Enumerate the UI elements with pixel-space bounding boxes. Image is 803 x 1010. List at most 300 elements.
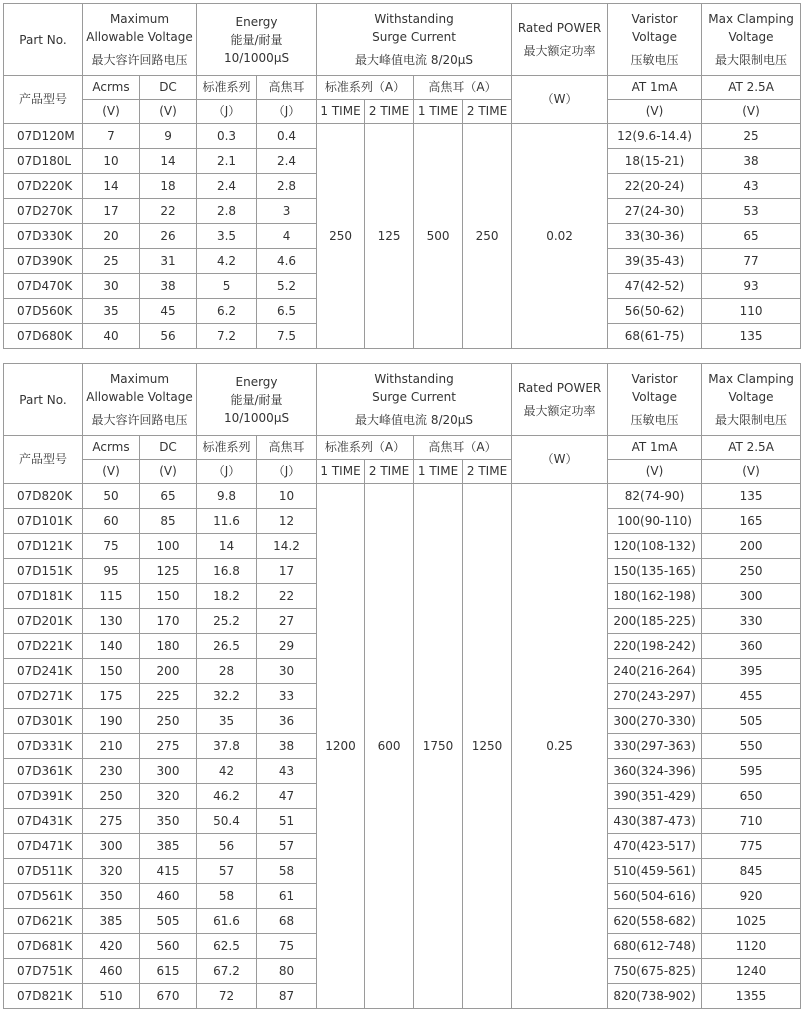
clamp-voltage-value: 135 <box>702 484 801 509</box>
part-number: 07D221K <box>4 634 83 659</box>
surge-high-2time: 250 <box>463 124 512 349</box>
acrms-value: 10 <box>83 149 140 174</box>
dc-value: 460 <box>140 884 197 909</box>
acrms-value: 250 <box>83 784 140 809</box>
varistor-voltage-value: 240(216-264) <box>608 659 702 684</box>
varistor-header <box>608 4 702 76</box>
varistor-spec-table-2 <box>3 363 801 1009</box>
part-number: 07D431K <box>4 809 83 834</box>
clamp-voltage-value: 330 <box>702 609 801 634</box>
varistor-voltage-value: 220(198-242) <box>608 634 702 659</box>
clamp-voltage-value: 1025 <box>702 909 801 934</box>
energy-high-value: 7.5 <box>257 324 317 349</box>
energy-high-value: 87 <box>257 984 317 1009</box>
dc-value: 250 <box>140 709 197 734</box>
part-no-header: Part No. <box>4 364 83 436</box>
energy-std-value: 16.8 <box>197 559 257 584</box>
dc-value: 615 <box>140 959 197 984</box>
max-voltage-header <box>83 364 197 436</box>
part-number: 07D120M <box>4 124 83 149</box>
surge-high-2time: 1250 <box>463 484 512 1009</box>
dc-value: 225 <box>140 684 197 709</box>
energy-high-value: 33 <box>257 684 317 709</box>
acrms-unit: (V) <box>83 460 140 484</box>
product-model-header: 产品型号 <box>4 76 83 124</box>
energy-high-value: 58 <box>257 859 317 884</box>
dc-value: 65 <box>140 484 197 509</box>
clamp-voltage-value: 77 <box>702 249 801 274</box>
max-voltage-cn: 最大容许回路电压 <box>91 53 188 67</box>
surge-cn: 最大峰值电流 8/20μS <box>355 53 474 67</box>
surge-std-2time: 125 <box>365 124 414 349</box>
varistor-en-line1: Varistor <box>631 372 678 386</box>
std-series-header: 标准系列 <box>197 76 257 100</box>
unit-row <box>4 100 801 124</box>
part-number: 07D390K <box>4 249 83 274</box>
surge-high-joule-header: 高焦耳（A） <box>414 436 512 460</box>
clamp-voltage-value: 1355 <box>702 984 801 1009</box>
acrms-value: 190 <box>83 709 140 734</box>
energy-std-value: 58 <box>197 884 257 909</box>
part-number: 07D751K <box>4 959 83 984</box>
energy-high-value: 14.2 <box>257 534 317 559</box>
varistor-en-line2: Voltage <box>632 30 678 44</box>
clamp-voltage-value: 135 <box>702 324 801 349</box>
part-number: 07D121K <box>4 534 83 559</box>
part-number: 07D101K <box>4 509 83 534</box>
part-number: 07D471K <box>4 834 83 859</box>
acrms-value: 75 <box>83 534 140 559</box>
high-two-time: 2 TIME <box>463 100 512 124</box>
energy-std-value: 5 <box>197 274 257 299</box>
clamp-en-line2: Voltage <box>728 390 774 404</box>
varistor-unit: (V) <box>608 100 702 124</box>
part-number: 07D241K <box>4 659 83 684</box>
energy-high-value: 4.6 <box>257 249 317 274</box>
dc-value: 22 <box>140 199 197 224</box>
part-number: 07D180L <box>4 149 83 174</box>
max-voltage-en-line1: Maximum <box>109 372 170 386</box>
std-one-time: 1 TIME <box>317 100 365 124</box>
varistor-voltage-value: 820(738-902) <box>608 984 702 1009</box>
at-25a-header: AT 2.5A <box>702 436 801 460</box>
energy-std-value: 25.2 <box>197 609 257 634</box>
surge-high-1time: 500 <box>414 124 463 349</box>
subheader-row <box>4 436 801 460</box>
at-1ma-header: AT 1mA <box>608 76 702 100</box>
surge-en-line1: Withstanding <box>374 12 454 26</box>
dc-value: 350 <box>140 809 197 834</box>
energy-std-value: 67.2 <box>197 959 257 984</box>
acrms-value: 14 <box>83 174 140 199</box>
acrms-unit: (V) <box>83 100 140 124</box>
part-no-header: Part No. <box>4 4 83 76</box>
varistor-voltage-value: 12(9.6-14.4) <box>608 124 702 149</box>
header-row <box>4 364 801 436</box>
part-number: 07D820K <box>4 484 83 509</box>
table-row <box>4 124 801 149</box>
header-row <box>4 4 801 76</box>
acrms-value: 17 <box>83 199 140 224</box>
clamp-voltage-value: 25 <box>702 124 801 149</box>
clamp-en-line1: Max Clamping <box>708 12 794 26</box>
acrms-value: 7 <box>83 124 140 149</box>
acrms-value: 510 <box>83 984 140 1009</box>
energy-std-value: 50.4 <box>197 809 257 834</box>
energy-high-value: 5.2 <box>257 274 317 299</box>
varistor-voltage-value: 39(35-43) <box>608 249 702 274</box>
acrms-value: 115 <box>83 584 140 609</box>
varistor-voltage-value: 560(504-616) <box>608 884 702 909</box>
clamp-cn: 最大限制电压 <box>715 53 788 67</box>
clamp-voltage-value: 360 <box>702 634 801 659</box>
part-number: 07D271K <box>4 684 83 709</box>
acrms-value: 320 <box>83 859 140 884</box>
varistor-voltage-value: 270(243-297) <box>608 684 702 709</box>
energy-high-value: 22 <box>257 584 317 609</box>
energy-high-value: 47 <box>257 784 317 809</box>
energy-spec: 10/1000μS <box>223 50 290 65</box>
varistor-voltage-value: 18(15-21) <box>608 149 702 174</box>
clamp-voltage-value: 43 <box>702 174 801 199</box>
energy-std-value: 61.6 <box>197 909 257 934</box>
dc-value: 14 <box>140 149 197 174</box>
acrms-value: 30 <box>83 274 140 299</box>
at-25a-header: AT 2.5A <box>702 76 801 100</box>
energy-high-value: 2.4 <box>257 149 317 174</box>
power-cn: 最大额定功率 <box>523 44 596 58</box>
part-number: 07D361K <box>4 759 83 784</box>
dc-value: 180 <box>140 634 197 659</box>
varistor-voltage-value: 22(20-24) <box>608 174 702 199</box>
energy-en: Energy <box>235 14 278 29</box>
varistor-voltage-value: 620(558-682) <box>608 909 702 934</box>
energy-std-value: 2.4 <box>197 174 257 199</box>
acrms-value: 385 <box>83 909 140 934</box>
max-voltage-en-line2: Allowable Voltage <box>86 30 193 44</box>
part-number: 07D821K <box>4 984 83 1009</box>
dc-value: 45 <box>140 299 197 324</box>
dc-unit: (V) <box>140 460 197 484</box>
energy-std-value: 72 <box>197 984 257 1009</box>
dc-value: 38 <box>140 274 197 299</box>
part-number: 07D220K <box>4 174 83 199</box>
clamp-cn: 最大限制电压 <box>715 413 788 427</box>
acrms-value: 60 <box>83 509 140 534</box>
energy-std-value: 56 <box>197 834 257 859</box>
unit-row <box>4 460 801 484</box>
energy-std-value: 32.2 <box>197 684 257 709</box>
power-header <box>512 364 608 436</box>
std-two-time: 2 TIME <box>365 100 414 124</box>
clamp-voltage-value: 165 <box>702 509 801 534</box>
energy-high-value: 68 <box>257 909 317 934</box>
surge-cn: 最大峰值电流 8/20μS <box>355 413 474 427</box>
acrms-header: Acrms <box>83 436 140 460</box>
energy-std-value: 11.6 <box>197 509 257 534</box>
power-cn: 最大额定功率 <box>523 404 596 418</box>
dc-header: DC <box>140 436 197 460</box>
part-number: 07D331K <box>4 734 83 759</box>
subheader-row <box>4 76 801 100</box>
energy-high-value: 6.5 <box>257 299 317 324</box>
energy-std-value: 35 <box>197 709 257 734</box>
varistor-voltage-value: 82(74-90) <box>608 484 702 509</box>
high-joule-header: 高焦耳 <box>257 76 317 100</box>
acrms-value: 130 <box>83 609 140 634</box>
clamp-voltage-value: 595 <box>702 759 801 784</box>
part-number: 07D681K <box>4 934 83 959</box>
varistor-voltage-value: 330(297-363) <box>608 734 702 759</box>
varistor-voltage-value: 470(423-517) <box>608 834 702 859</box>
energy-std-value: 2.8 <box>197 199 257 224</box>
varistor-cn: 压敏电压 <box>630 413 679 427</box>
energy-high-value: 43 <box>257 759 317 784</box>
acrms-value: 350 <box>83 884 140 909</box>
energy-high-value: 29 <box>257 634 317 659</box>
part-number: 07D391K <box>4 784 83 809</box>
varistor-en-line2: Voltage <box>632 390 678 404</box>
acrms-value: 25 <box>83 249 140 274</box>
dc-value: 150 <box>140 584 197 609</box>
clamp-voltage-value: 395 <box>702 659 801 684</box>
std-series-unit: （J） <box>197 460 257 484</box>
energy-high-value: 57 <box>257 834 317 859</box>
part-number: 07D301K <box>4 709 83 734</box>
max-voltage-header <box>83 4 197 76</box>
acrms-value: 275 <box>83 809 140 834</box>
power-en: Rated POWER <box>517 381 602 395</box>
part-number: 07D470K <box>4 274 83 299</box>
acrms-value: 40 <box>83 324 140 349</box>
acrms-value: 20 <box>83 224 140 249</box>
dc-header: DC <box>140 76 197 100</box>
part-number: 07D560K <box>4 299 83 324</box>
energy-std-value: 57 <box>197 859 257 884</box>
varistor-en-line1: Varistor <box>631 12 678 26</box>
energy-std-value: 2.1 <box>197 149 257 174</box>
dc-value: 125 <box>140 559 197 584</box>
power-unit-header: （W） <box>512 436 608 484</box>
energy-spec: 10/1000μS <box>223 410 290 425</box>
at-1ma-header: AT 1mA <box>608 436 702 460</box>
energy-high-value: 80 <box>257 959 317 984</box>
acrms-value: 300 <box>83 834 140 859</box>
clamp-voltage-value: 250 <box>702 559 801 584</box>
varistor-voltage-value: 180(162-198) <box>608 584 702 609</box>
varistor-voltage-value: 300(270-330) <box>608 709 702 734</box>
rated-power-value: 0.02 <box>512 124 608 349</box>
dc-value: 320 <box>140 784 197 809</box>
power-unit-header: （W） <box>512 76 608 124</box>
part-number: 07D270K <box>4 199 83 224</box>
clamp-en-line2: Voltage <box>728 30 774 44</box>
varistor-voltage-value: 27(24-30) <box>608 199 702 224</box>
energy-high-value: 2.8 <box>257 174 317 199</box>
std-one-time: 1 TIME <box>317 460 365 484</box>
dc-value: 385 <box>140 834 197 859</box>
energy-cn: 能量/耐量 <box>230 392 283 407</box>
acrms-value: 140 <box>83 634 140 659</box>
dc-value: 100 <box>140 534 197 559</box>
clamp-voltage-value: 650 <box>702 784 801 809</box>
clamp-voltage-value: 93 <box>702 274 801 299</box>
energy-std-value: 4.2 <box>197 249 257 274</box>
energy-high-value: 10 <box>257 484 317 509</box>
varistor-cn: 压敏电压 <box>630 53 679 67</box>
high-one-time: 1 TIME <box>414 100 463 124</box>
clamp-voltage-value: 455 <box>702 684 801 709</box>
clamp-unit: (V) <box>702 100 801 124</box>
surge-header <box>317 4 512 76</box>
energy-cn: 能量/耐量 <box>230 32 283 47</box>
energy-header <box>197 364 317 436</box>
std-series-header: 标准系列 <box>197 436 257 460</box>
varistor-voltage-value: 200(185-225) <box>608 609 702 634</box>
clamp-en-line1: Max Clamping <box>708 372 794 386</box>
varistor-voltage-value: 150(135-165) <box>608 559 702 584</box>
dc-value: 670 <box>140 984 197 1009</box>
energy-high-value: 30 <box>257 659 317 684</box>
dc-unit: (V) <box>140 100 197 124</box>
clamp-voltage-value: 53 <box>702 199 801 224</box>
acrms-value: 230 <box>83 759 140 784</box>
clamp-voltage-value: 845 <box>702 859 801 884</box>
part-number: 07D561K <box>4 884 83 909</box>
high-one-time: 1 TIME <box>414 460 463 484</box>
surge-header <box>317 364 512 436</box>
energy-high-value: 17 <box>257 559 317 584</box>
varistor-voltage-value: 390(351-429) <box>608 784 702 809</box>
surge-std-series-header: 标准系列（A） <box>317 76 414 100</box>
energy-en: Energy <box>235 374 278 389</box>
dc-value: 200 <box>140 659 197 684</box>
energy-std-value: 6.2 <box>197 299 257 324</box>
dc-value: 18 <box>140 174 197 199</box>
max-voltage-en-line1: Maximum <box>109 12 170 26</box>
varistor-voltage-value: 680(612-748) <box>608 934 702 959</box>
energy-std-value: 0.3 <box>197 124 257 149</box>
acrms-value: 150 <box>83 659 140 684</box>
product-model-header: 产品型号 <box>4 436 83 484</box>
varistor-voltage-value: 360(324-396) <box>608 759 702 784</box>
clamp-voltage-value: 775 <box>702 834 801 859</box>
part-number: 07D181K <box>4 584 83 609</box>
clamp-voltage-value: 200 <box>702 534 801 559</box>
acrms-value: 95 <box>83 559 140 584</box>
energy-high-value: 3 <box>257 199 317 224</box>
max-voltage-cn: 最大容许回路电压 <box>91 413 188 427</box>
clamp-voltage-value: 300 <box>702 584 801 609</box>
dc-value: 275 <box>140 734 197 759</box>
energy-std-value: 14 <box>197 534 257 559</box>
energy-std-value: 7.2 <box>197 324 257 349</box>
std-series-unit: （J） <box>197 100 257 124</box>
clamp-voltage-value: 110 <box>702 299 801 324</box>
dc-value: 560 <box>140 934 197 959</box>
surge-std-1time: 250 <box>317 124 365 349</box>
clamp-voltage-value: 65 <box>702 224 801 249</box>
clamp-voltage-value: 505 <box>702 709 801 734</box>
part-number: 07D621K <box>4 909 83 934</box>
energy-high-value: 75 <box>257 934 317 959</box>
std-two-time: 2 TIME <box>365 460 414 484</box>
energy-header <box>197 4 317 76</box>
high-joule-header: 高焦耳 <box>257 436 317 460</box>
clamp-voltage-value: 550 <box>702 734 801 759</box>
varistor-voltage-value: 33(30-36) <box>608 224 702 249</box>
varistor-voltage-value: 510(459-561) <box>608 859 702 884</box>
energy-high-value: 27 <box>257 609 317 634</box>
power-header <box>512 4 608 76</box>
energy-std-value: 26.5 <box>197 634 257 659</box>
dc-value: 170 <box>140 609 197 634</box>
dc-value: 505 <box>140 909 197 934</box>
part-number: 07D330K <box>4 224 83 249</box>
energy-std-value: 46.2 <box>197 784 257 809</box>
surge-en-line1: Withstanding <box>374 372 454 386</box>
dc-value: 415 <box>140 859 197 884</box>
clamp-unit: (V) <box>702 460 801 484</box>
energy-std-value: 3.5 <box>197 224 257 249</box>
surge-std-series-header: 标准系列（A） <box>317 436 414 460</box>
dc-value: 300 <box>140 759 197 784</box>
energy-std-value: 62.5 <box>197 934 257 959</box>
table-row <box>4 484 801 509</box>
acrms-value: 175 <box>83 684 140 709</box>
energy-high-value: 38 <box>257 734 317 759</box>
energy-std-value: 9.8 <box>197 484 257 509</box>
part-number: 07D201K <box>4 609 83 634</box>
varistor-voltage-value: 100(90-110) <box>608 509 702 534</box>
energy-std-value: 37.8 <box>197 734 257 759</box>
clamp-voltage-value: 1240 <box>702 959 801 984</box>
clamp-header <box>702 4 801 76</box>
varistor-voltage-value: 68(61-75) <box>608 324 702 349</box>
varistor-voltage-value: 430(387-473) <box>608 809 702 834</box>
max-voltage-en-line2: Allowable Voltage <box>86 390 193 404</box>
surge-high-1time: 1750 <box>414 484 463 1009</box>
acrms-header: Acrms <box>83 76 140 100</box>
surge-std-2time: 600 <box>365 484 414 1009</box>
varistor-header <box>608 364 702 436</box>
high-joule-unit: （J） <box>257 100 317 124</box>
high-two-time: 2 TIME <box>463 460 512 484</box>
energy-high-value: 0.4 <box>257 124 317 149</box>
rated-power-value: 0.25 <box>512 484 608 1009</box>
dc-value: 31 <box>140 249 197 274</box>
dc-value: 9 <box>140 124 197 149</box>
varistor-voltage-value: 750(675-825) <box>608 959 702 984</box>
surge-en-line2: Surge Current <box>372 390 456 404</box>
dc-value: 56 <box>140 324 197 349</box>
clamp-voltage-value: 1120 <box>702 934 801 959</box>
energy-high-value: 36 <box>257 709 317 734</box>
acrms-value: 210 <box>83 734 140 759</box>
dc-value: 85 <box>140 509 197 534</box>
energy-high-value: 51 <box>257 809 317 834</box>
acrms-value: 460 <box>83 959 140 984</box>
energy-std-value: 28 <box>197 659 257 684</box>
clamp-voltage-value: 920 <box>702 884 801 909</box>
high-joule-unit: （J） <box>257 460 317 484</box>
acrms-value: 420 <box>83 934 140 959</box>
varistor-voltage-value: 47(42-52) <box>608 274 702 299</box>
energy-std-value: 18.2 <box>197 584 257 609</box>
part-number: 07D680K <box>4 324 83 349</box>
varistor-voltage-value: 120(108-132) <box>608 534 702 559</box>
energy-high-value: 12 <box>257 509 317 534</box>
